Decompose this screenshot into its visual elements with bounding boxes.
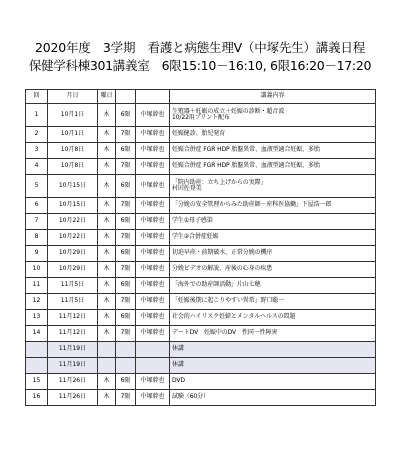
session-date: 11月19日 — [48, 342, 98, 358]
session-date: 11月12日 — [48, 310, 98, 326]
session-date: 10月15日 — [48, 198, 98, 214]
session-number: 6 — [26, 198, 48, 214]
session-date: 11月19日 — [48, 358, 98, 374]
session-period: 6限 — [116, 278, 136, 294]
table-row — [26, 374, 376, 390]
session-number: 15 — [26, 374, 48, 390]
table-row — [26, 104, 376, 127]
table-row-cancelled — [26, 358, 376, 374]
table-row — [26, 310, 376, 326]
session-content: 「妊娠後期に起こりやすい異常」野口聡一 — [170, 294, 376, 310]
session-content: 休講 — [170, 342, 376, 358]
session-date: 10月8日 — [48, 143, 98, 159]
session-weekday: 木 — [98, 294, 116, 310]
session-number: 1 — [26, 104, 48, 127]
session-teacher: 中塚幹也 — [136, 390, 170, 406]
session-weekday: 木 — [98, 198, 116, 214]
session-content: 分娩ビデオの解説、産後の心身の疾患 — [170, 262, 376, 278]
session-teacher: 中塚幹也 — [136, 310, 170, 326]
session-weekday: 木 — [98, 278, 116, 294]
session-period: 7限 — [116, 159, 136, 175]
session-content: デートDV 妊娠中のDV 性同一性障害 — [170, 326, 376, 342]
session-date: 11月5日 — [48, 278, 98, 294]
session-teacher: 中塚幹也 — [136, 214, 170, 230]
session-number: 13 — [26, 310, 48, 326]
session-weekday: 木 — [98, 159, 116, 175]
session-number: 9 — [26, 246, 48, 262]
session-teacher: 中塚幹也 — [136, 127, 170, 143]
session-date: 10月29日 — [48, 262, 98, 278]
session-weekday: 木 — [98, 374, 116, 390]
session-date: 10月8日 — [48, 159, 98, 175]
header-cell: 月日 — [48, 90, 98, 104]
session-content: 妊娠合併症 FGR HDP 胎盤異常、血液型適合妊娠、多胎 — [170, 143, 376, 159]
session-content: 学生①母子感染 — [170, 214, 376, 230]
session-teacher: 中塚幹也 — [136, 230, 170, 246]
session-content-line: 村田佐登美 — [172, 185, 202, 192]
session-content: 妊娠合併症 FGR HDP 胎盤異常、血液型適合妊娠、多胎 — [170, 159, 376, 175]
session-weekday: 木 — [98, 104, 116, 127]
session-weekday: 木 — [98, 175, 116, 198]
session-number: 12 — [26, 294, 48, 310]
session-number: 5 — [26, 175, 48, 198]
schedule-room-time: 保健学科棟301講義室 6限15:10－16:10, 6限16:20－17:20 — [28, 58, 372, 73]
session-number — [26, 342, 48, 358]
session-teacher — [136, 358, 170, 374]
session-period: 7限 — [116, 262, 136, 278]
session-teacher: 中塚幹也 — [136, 326, 170, 342]
session-teacher: 中塚幹也 — [136, 175, 170, 198]
session-period: 7限 — [116, 198, 136, 214]
session-number — [26, 358, 48, 374]
session-content: 「海外での助産師活動」片山七穂 — [170, 278, 376, 294]
session-period: 6限 — [116, 246, 136, 262]
session-content-line: 10/22用プリント配布 — [172, 114, 230, 121]
session-content — [170, 175, 376, 198]
session-period: 6限 — [116, 310, 136, 326]
session-period: 7限 — [116, 230, 136, 246]
session-content: 学生②合併症妊娠 — [170, 230, 376, 246]
session-weekday: 木 — [98, 326, 116, 342]
table-row — [26, 175, 376, 198]
table-row — [26, 326, 376, 342]
session-content: 妊娠健診、胎児発育 — [170, 127, 376, 143]
session-period: 6限 — [116, 374, 136, 390]
table-header-row — [26, 90, 376, 104]
session-period — [116, 358, 136, 374]
session-period — [116, 342, 136, 358]
session-weekday: 木 — [98, 390, 116, 406]
session-number: 4 — [26, 159, 48, 175]
session-number: 2 — [26, 127, 48, 143]
table-row — [26, 262, 376, 278]
session-teacher: 中塚幹也 — [136, 262, 170, 278]
session-content: 試験（60分） — [170, 390, 376, 406]
session-number: 10 — [26, 262, 48, 278]
session-weekday: 木 — [98, 214, 116, 230]
table-row — [26, 159, 376, 175]
table-row — [26, 390, 376, 406]
session-date: 10月1日 — [48, 104, 98, 127]
session-weekday — [98, 342, 116, 358]
session-date: 10月15日 — [48, 175, 98, 198]
session-teacher: 中塚幹也 — [136, 278, 170, 294]
table-row — [26, 143, 376, 159]
session-teacher: 中塚幹也 — [136, 294, 170, 310]
session-date: 10月22日 — [48, 214, 98, 230]
session-content: 社会的ハイリスク妊婦とメンタルヘルスの問題 — [170, 310, 376, 326]
session-date: 10月1日 — [48, 127, 98, 143]
header-cell — [136, 90, 170, 104]
session-number: 7 — [26, 214, 48, 230]
header-cell: 回 — [26, 90, 48, 104]
session-teacher: 中塚幹也 — [136, 374, 170, 390]
schedule-title: 2020年度 3学期 看護と病態生理Ⅴ（中塚先生）講義日程 — [34, 40, 366, 55]
header-cell: 講義内容 — [170, 90, 376, 104]
session-period: 7限 — [116, 390, 136, 406]
session-weekday: 木 — [98, 143, 116, 159]
session-content: 切迫早産・前期破水、正常分娩の機序 — [170, 246, 376, 262]
session-teacher: 中塚幹也 — [136, 198, 170, 214]
session-number: 14 — [26, 326, 48, 342]
session-content-line: 「院内助産：立ち上げからの実際」 — [172, 178, 267, 186]
table-row — [26, 198, 376, 214]
session-teacher — [136, 342, 170, 358]
header-cell: 曜日 — [98, 90, 116, 104]
session-content: 休講 — [170, 358, 376, 374]
session-date: 11月5日 — [48, 294, 98, 310]
session-date: 11月26日 — [48, 374, 98, 390]
session-content-line: 生殖器＋妊娠の成立＋妊娠の診断・超音波 — [172, 107, 285, 115]
session-teacher: 中塚幹也 — [136, 143, 170, 159]
table-row — [26, 294, 376, 310]
session-period: 6限 — [116, 104, 136, 127]
session-weekday: 木 — [98, 127, 116, 143]
session-weekday: 木 — [98, 310, 116, 326]
table-row — [26, 214, 376, 230]
table-row-cancelled — [26, 342, 376, 358]
session-period: 6限 — [116, 175, 136, 198]
session-weekday: 木 — [98, 246, 116, 262]
session-date: 11月12日 — [48, 326, 98, 342]
table-row — [26, 278, 376, 294]
session-date: 10月22日 — [48, 230, 98, 246]
table-row — [26, 246, 376, 262]
session-content: 「分娩の安全管理からみた助産師－産科医協働」下屋浩一郎 — [170, 198, 376, 214]
session-number: 3 — [26, 143, 48, 159]
session-weekday — [98, 358, 116, 374]
session-teacher: 中塚幹也 — [136, 104, 170, 127]
session-period: 7限 — [116, 294, 136, 310]
session-weekday: 木 — [98, 262, 116, 278]
schedule-table — [25, 89, 376, 406]
session-period: 6限 — [116, 143, 136, 159]
session-period: 6限 — [116, 214, 136, 230]
session-teacher: 中塚幹也 — [136, 159, 170, 175]
session-weekday: 木 — [98, 230, 116, 246]
header-cell — [116, 90, 136, 104]
table-row — [26, 230, 376, 246]
table-row — [26, 127, 376, 143]
session-number: 11 — [26, 278, 48, 294]
session-content — [170, 104, 376, 127]
session-date: 11月26日 — [48, 390, 98, 406]
session-period: 7限 — [116, 127, 136, 143]
session-teacher: 中塚幹也 — [136, 246, 170, 262]
session-content: DVD — [170, 374, 376, 390]
session-number: 8 — [26, 230, 48, 246]
session-number: 16 — [26, 390, 48, 406]
session-date: 10月29日 — [48, 246, 98, 262]
session-period: 7限 — [116, 326, 136, 342]
